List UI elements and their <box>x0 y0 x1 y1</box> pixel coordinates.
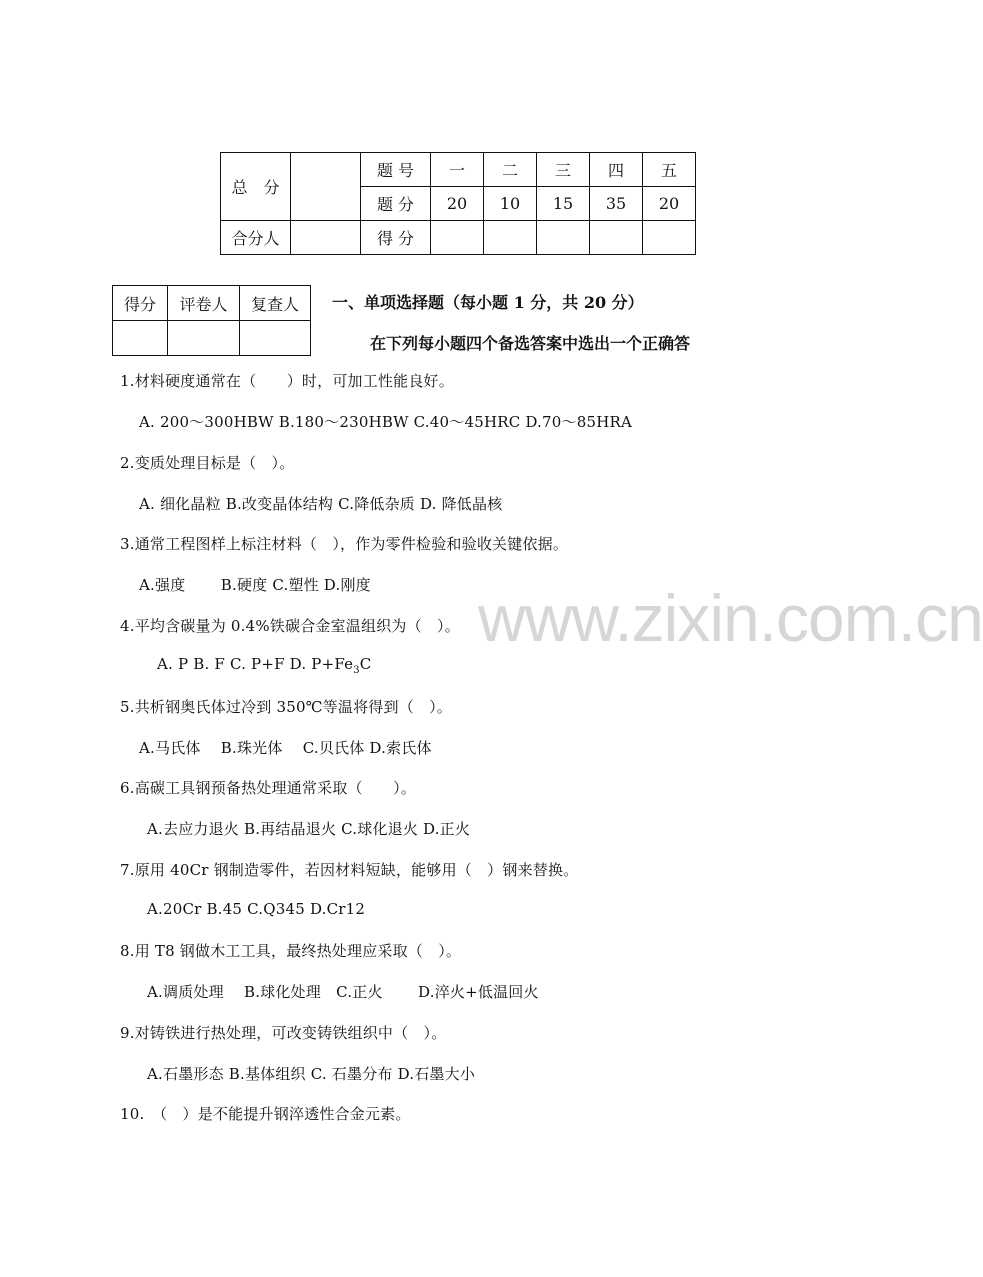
column-1-points: 20 <box>431 187 484 221</box>
column-1-number: 一 <box>431 153 484 187</box>
question-3-stem: 3.通常工程图样上标注材料（ ），作为零件检验和验收关键依据。 <box>120 535 569 553</box>
question-number-label: 题 号 <box>361 153 431 187</box>
question-6-options: A.去应力退火 B.再结晶退火 C.球化退火 D.正火 <box>147 820 471 838</box>
tally-person-label: 合分人 <box>221 221 291 255</box>
question-points-label: 题 分 <box>361 187 431 221</box>
column-3-number: 三 <box>537 153 590 187</box>
score-obtained-label: 得 分 <box>361 221 431 255</box>
column-3-points: 15 <box>537 187 590 221</box>
score-cell[interactable] <box>113 321 168 356</box>
question-10-stem: 10. （ ）是不能提升钢淬透性合金元素。 <box>120 1105 411 1123</box>
question-1-stem: 1.材料硬度通常在（ ）时，可加工性能良好。 <box>120 372 454 390</box>
question-4-options-text: A. P B. F C. P+F D. P+Fe <box>157 655 354 673</box>
column-2-number: 二 <box>484 153 537 187</box>
grader-header: 评卷人 <box>168 286 240 321</box>
question-4-stem: 4.平均含碳量为 0.4%铁碳合金室温组织为（ ）。 <box>120 617 460 635</box>
column-5-points: 20 <box>643 187 696 221</box>
question-1-options: A. 200～300HBW B.180～230HBW C.40～45HRC D.70～85HRA <box>139 413 633 431</box>
question-5-options: A.马氏体 B.珠光体 C.贝氏体 D.索氏体 <box>139 739 432 757</box>
question-7-stem: 7.原用 40Cr 钢制造零件，若因材料短缺，能够用（ ）钢来替换。 <box>120 861 579 879</box>
watermark: www.zixin.com.cn <box>478 581 983 655</box>
question-5-stem: 5.共析钢奥氏体过冷到 350℃等温将得到（ ）。 <box>120 698 452 716</box>
question-2-options: A. 细化晶粒 B.改变晶体结构 C.降低杂质 D. 降低晶核 <box>139 495 503 513</box>
column-4-points: 35 <box>590 187 643 221</box>
question-8-stem: 8.用 T8 钢做木工工具，最终热处理应采取（ ）。 <box>120 942 462 960</box>
score-table <box>220 152 696 255</box>
grader-table <box>112 285 311 356</box>
score-header: 得分 <box>113 286 168 321</box>
question-4-options <box>157 655 371 676</box>
column-4-score[interactable] <box>590 221 643 255</box>
question-9-options: A.石墨形态 B.基体组织 C. 石墨分布 D.石墨大小 <box>147 1065 476 1083</box>
column-2-score[interactable] <box>484 221 537 255</box>
grader-cell[interactable] <box>168 321 240 356</box>
column-2-points: 10 <box>484 187 537 221</box>
question-2-stem: 2.变质处理目标是（ ）。 <box>120 454 295 472</box>
column-1-score[interactable] <box>431 221 484 255</box>
question-6-stem: 6.高碳工具钢预备热处理通常采取（ ）。 <box>120 779 417 797</box>
column-3-score[interactable] <box>537 221 590 255</box>
total-score-label: 总 分 <box>221 153 291 221</box>
question-8-options: A.调质处理 B.球化处理 C.正火 D.淬火+低温回火 <box>147 983 539 1001</box>
reviewer-cell[interactable] <box>240 321 311 356</box>
total-score-cell[interactable] <box>291 153 361 221</box>
section-title: 一、单项选择题（每小题 1 分，共 20 分） <box>332 293 644 312</box>
question-4-options-tail: C <box>359 655 372 673</box>
question-9-stem: 9.对铸铁进行热处理，可改变铸铁组织中（ ）。 <box>120 1024 447 1042</box>
question-3-options: A.强度 B.硬度 C.塑性 D.刚度 <box>139 576 371 594</box>
column-5-number: 五 <box>643 153 696 187</box>
section-instruction: 在下列每小题四个备选答案中选出一个正确答 <box>370 334 691 353</box>
question-7-options: A.20Cr B.45 C.Q345 D.Cr12 <box>147 900 366 918</box>
reviewer-header: 复查人 <box>240 286 311 321</box>
column-4-number: 四 <box>590 153 643 187</box>
tally-person-cell[interactable] <box>291 221 361 255</box>
column-5-score[interactable] <box>643 221 696 255</box>
question-4-subscript: 3 <box>353 665 360 676</box>
